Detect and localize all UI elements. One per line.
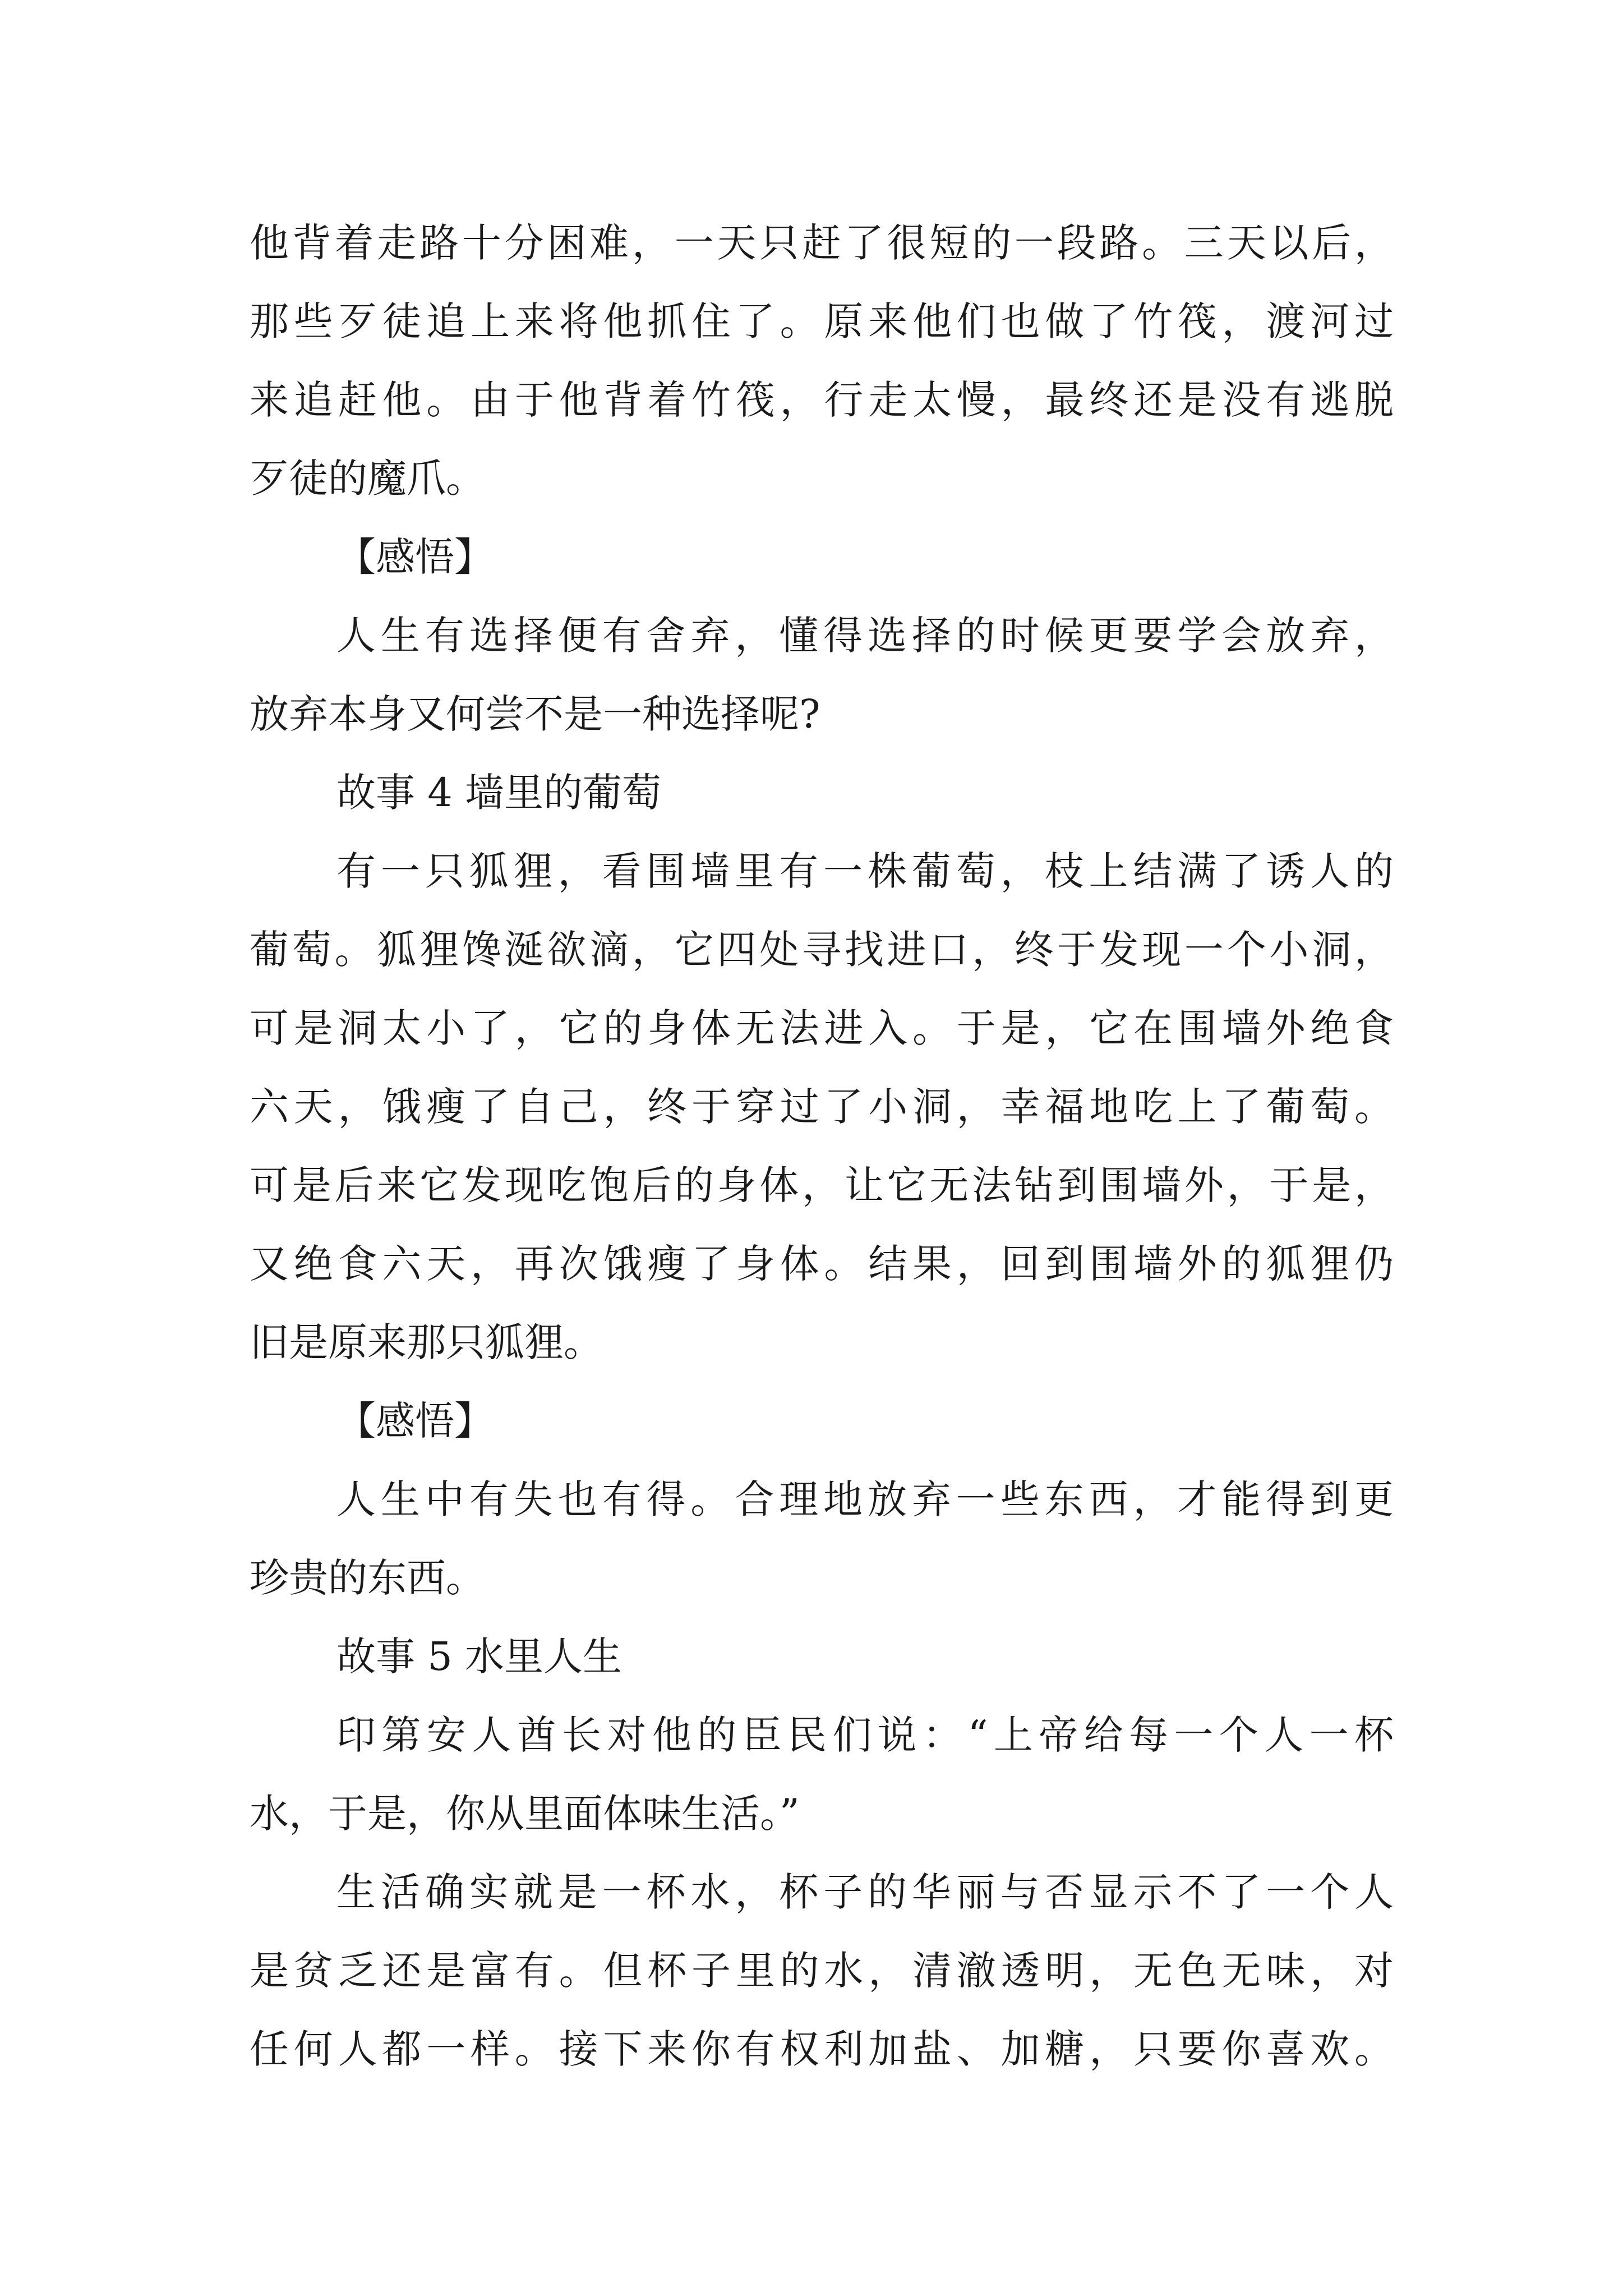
text-line-12: 六天，饿瘦了自己，终于穿过了小洞，幸福地吃上了葡萄。 [250,1084,1394,1130]
text-line-4: 歹徒的魔爪。 [250,455,485,501]
story-4-title: 故事 4 墙里的葡萄 [336,770,662,816]
text-line-23: 是贫乏还是富有。但杯子里的水，清澈透明，无色无味，对 [250,1948,1394,1994]
text-line-18: 珍贵的东西。 [250,1555,485,1601]
text-line-20: 印第安人酋长对他的臣民们说：“上帝给每一个人一杯 [336,1712,1394,1758]
text-line-17: 人生中有失也有得。合理地放弃一些东西，才能得到更 [336,1476,1394,1522]
text-line-15: 旧是原来那只狐狸。 [250,1319,603,1365]
text-line-13: 可是后来它发现吃饱后的身体，让它无法钻到围墙外，于是， [250,1162,1394,1208]
section-heading-insight: 【感悟】 [336,1398,494,1444]
text-line-2: 那些歹徒追上来将他抓住了。原来他们也做了竹筏，渡河过 [250,298,1394,344]
text-line-10: 葡萄。狐狸馋涎欲滴，它四处寻找进口，终于发现一个小洞， [250,927,1394,973]
text-line-6: 人生有选择便有舍弃，懂得选择的时候更要学会放弃， [336,613,1394,659]
text-line-9: 有一只狐狸，看围墙里有一株葡萄，枝上结满了诱人的 [336,848,1394,894]
text-line-21: 水，于是，你从里面体味生活。” [250,1791,800,1837]
text-line-3: 来追赶他。由于他背着竹筏，行走太慢，最终还是没有逃脱 [250,377,1394,423]
text-line-11: 可是洞太小了，它的身体无法进入。于是，它在围墙外绝食 [250,1005,1394,1051]
section-heading-insight: 【感悟】 [336,534,494,580]
text-line-22: 生活确实就是一杯水，杯子的华丽与否显示不了一个人 [336,1869,1394,1915]
text-line-7: 放弃本身又何尝不是一种选择呢? [250,691,820,737]
story-5-title: 故事 5 水里人生 [336,1634,623,1680]
text-line-14: 又绝食六天，再次饿瘦了身体。结果，回到围墙外的狐狸仍 [250,1241,1394,1287]
text-line-24: 任何人都一样。接下来你有权利加盐、加糖，只要你喜欢。 [250,2026,1394,2072]
text-line-1: 他背着走路十分困难，一天只赶了很短的一段路。三天以后， [250,220,1394,266]
